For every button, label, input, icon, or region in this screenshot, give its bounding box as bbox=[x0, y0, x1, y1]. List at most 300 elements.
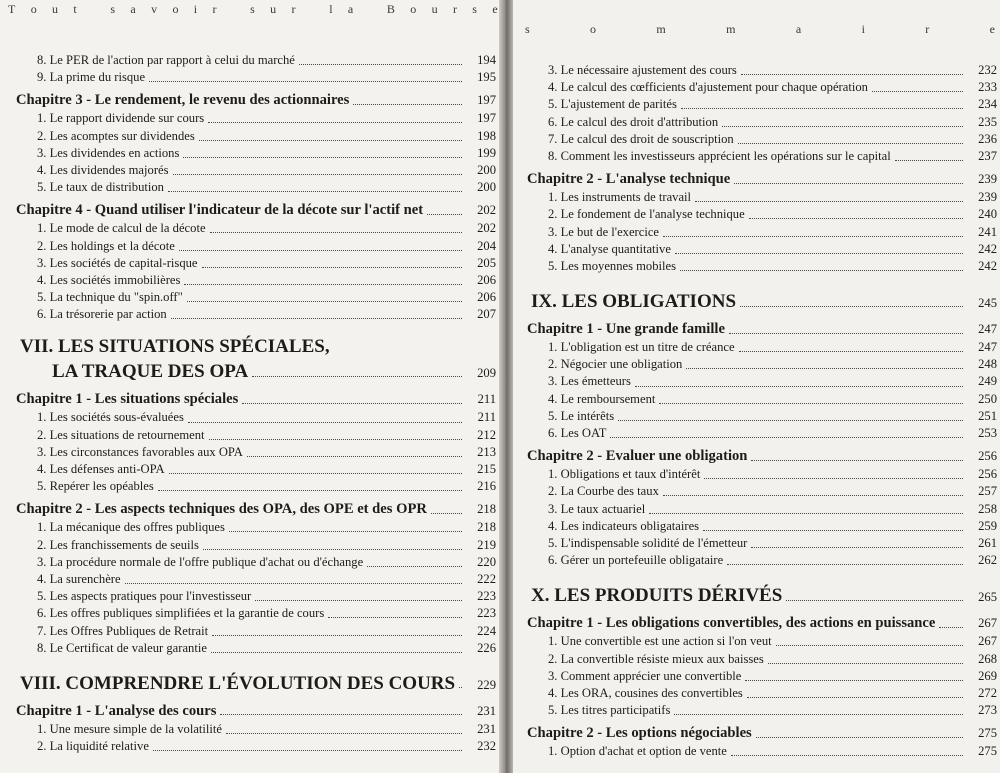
toc-chapter-entry bbox=[527, 446, 997, 466]
toc-entry-label: 3. Le taux actuariel bbox=[548, 501, 646, 516]
toc-entry-label: Chapitre 3 - Le rendement, le revenu des actionnaires bbox=[16, 92, 350, 109]
dot-leader bbox=[649, 501, 963, 514]
toc-section-entry bbox=[16, 255, 496, 272]
toc-entry-label: 4. Les sociétés immobilières bbox=[37, 272, 181, 287]
toc-page-number: 268 bbox=[978, 651, 997, 666]
toc-section-entry bbox=[527, 339, 997, 356]
toc-entry-label: 4. La surenchère bbox=[37, 571, 121, 586]
toc-section-entry bbox=[16, 519, 496, 536]
toc-section-entry bbox=[527, 391, 997, 408]
running-header-letter: v bbox=[151, 2, 158, 16]
toc-section-entry bbox=[527, 148, 997, 165]
toc-section-entry bbox=[16, 605, 496, 622]
book-gutter bbox=[499, 0, 513, 773]
toc-entry-label: 5. Le intérêts bbox=[548, 408, 615, 423]
running-header-letter: i bbox=[193, 2, 198, 16]
toc-section-entry bbox=[527, 535, 997, 552]
toc-page-number: 200 bbox=[477, 162, 496, 177]
dot-leader bbox=[729, 321, 963, 334]
toc-section-entry bbox=[16, 738, 496, 755]
toc-entry-label: 2. La convertible résiste mieux aux baisses bbox=[548, 651, 764, 666]
toc-page-number: 267 bbox=[978, 634, 997, 649]
toc-section-entry bbox=[16, 162, 496, 179]
toc-section-entry bbox=[527, 96, 997, 113]
toc-page-number: 275 bbox=[978, 726, 997, 741]
toc-page-number: 239 bbox=[978, 190, 997, 205]
toc-page-number: 259 bbox=[978, 518, 997, 533]
running-header-letter: o bbox=[172, 2, 179, 16]
toc-entry-label: 2. Les holdings et la décote bbox=[37, 238, 175, 253]
toc-part-entry bbox=[16, 359, 496, 385]
dot-leader bbox=[895, 148, 963, 161]
toc-entry-label: 3. Le but de l'exercice bbox=[548, 224, 660, 239]
running-header-letter: B bbox=[386, 2, 395, 16]
toc-entry-label: 1. Les instruments de travail bbox=[548, 190, 692, 205]
dot-leader bbox=[747, 685, 963, 698]
dot-leader bbox=[209, 427, 462, 440]
toc-page-number: 226 bbox=[477, 640, 496, 655]
dot-leader bbox=[745, 668, 963, 681]
running-header-letter bbox=[369, 2, 372, 17]
dot-leader bbox=[169, 461, 462, 474]
dot-leader bbox=[202, 255, 462, 268]
toc-page-number: 253 bbox=[978, 426, 997, 440]
toc-entry-label: 3. Le nécessaire ajustement des cours bbox=[548, 63, 737, 77]
toc-part-entry bbox=[527, 289, 997, 315]
toc-page-number: 213 bbox=[477, 444, 496, 459]
toc-entry-label: 2. Le fondement de l'analyse technique bbox=[548, 207, 745, 222]
dot-leader bbox=[203, 537, 462, 550]
toc-page-number: 245 bbox=[978, 296, 997, 311]
toc-section-entry bbox=[527, 685, 997, 702]
toc-entry-label: 1. Option d'achat et option de vente bbox=[548, 744, 727, 759]
running-header-letter: o bbox=[410, 2, 417, 16]
dot-leader bbox=[188, 410, 462, 423]
running-header-letter: m bbox=[726, 22, 736, 36]
toc-entry-label: 2. Les situations de retournement bbox=[37, 427, 205, 442]
toc-chapter-entry bbox=[527, 169, 997, 189]
toc-entry-label: 5. Les moyennes mobiles bbox=[548, 258, 677, 273]
toc-page-number: 231 bbox=[477, 703, 496, 718]
toc-section-entry bbox=[16, 623, 496, 640]
toc-entry-label: Chapitre 2 - L'analyse technique bbox=[527, 171, 731, 188]
running-header-letter: r bbox=[452, 2, 457, 16]
dot-leader bbox=[328, 605, 462, 618]
running-header-letter: o bbox=[590, 22, 597, 36]
toc-section-entry bbox=[527, 258, 997, 275]
toc-page-number: 232 bbox=[978, 63, 997, 77]
dot-leader bbox=[353, 92, 462, 105]
toc-page-number: 212 bbox=[477, 427, 496, 442]
toc-entry-label: 2. Les franchissements de seuils bbox=[37, 537, 199, 552]
right-page bbox=[513, 0, 1000, 773]
toc-chapter-entry bbox=[16, 90, 496, 110]
toc-page-number: 219 bbox=[477, 537, 496, 552]
toc-entry-label: 6. Le calcul des droit d'attribution bbox=[548, 114, 719, 129]
toc-section-entry bbox=[527, 518, 997, 535]
dot-leader bbox=[749, 206, 963, 219]
toc-page-number: 235 bbox=[978, 114, 997, 129]
toc-page-number: 251 bbox=[978, 408, 997, 423]
left-running-header bbox=[8, 2, 498, 17]
dot-leader bbox=[704, 466, 963, 479]
toc-entry-label: 1. Une convertible est une action si l'on veut bbox=[548, 634, 772, 649]
toc-page-number: 211 bbox=[477, 410, 496, 425]
toc-chapter-entry bbox=[527, 319, 997, 339]
toc-entry-label: 1. L'obligation est un titre de créance bbox=[548, 340, 735, 355]
left-page bbox=[0, 0, 499, 773]
toc-entry-label: Chapitre 2 - Les aspects techniques des OPA, des OPE et des OPR bbox=[16, 501, 427, 518]
running-header-letter: a bbox=[130, 2, 136, 16]
dot-leader bbox=[168, 179, 462, 192]
toc-section-entry bbox=[16, 461, 496, 478]
toc-entry-label: 2. Les acomptes sur dividendes bbox=[37, 128, 195, 143]
dot-leader bbox=[675, 241, 963, 254]
toc-entry-label: Chapitre 2 - Les options négociables bbox=[527, 725, 752, 742]
dot-leader bbox=[247, 444, 462, 457]
toc-page-number: 250 bbox=[978, 391, 997, 406]
toc-section-entry bbox=[16, 238, 496, 255]
toc-entry-label: 1. La mécanique des offres publiques bbox=[37, 520, 225, 535]
toc-section-entry bbox=[527, 224, 997, 241]
dot-leader bbox=[125, 571, 462, 584]
toc-page-number: 258 bbox=[978, 501, 997, 516]
toc-entry-label: Chapitre 4 - Quand utiliser l'indicateur de la décote sur l'actif net bbox=[16, 202, 424, 219]
toc-entry-label: 7. Les Offres Publiques de Retrait bbox=[37, 623, 209, 638]
toc-section-entry bbox=[527, 743, 997, 760]
dot-leader bbox=[255, 588, 462, 601]
running-header-letter: a bbox=[347, 2, 354, 16]
dot-leader bbox=[635, 374, 963, 387]
toc-page-number: 273 bbox=[978, 703, 997, 718]
dot-leader bbox=[776, 633, 963, 646]
toc-section-entry bbox=[16, 69, 496, 86]
toc-page-number: 199 bbox=[477, 145, 496, 160]
toc-page-number: 237 bbox=[978, 148, 997, 163]
toc-chapter-entry bbox=[16, 701, 496, 721]
toc-section-entry bbox=[16, 179, 496, 196]
running-header-letter: r bbox=[925, 22, 930, 36]
toc-section-entry bbox=[16, 128, 496, 145]
toc-page-number: 209 bbox=[477, 366, 496, 381]
toc-part-entry bbox=[527, 583, 997, 609]
toc-section-entry bbox=[527, 501, 997, 518]
toc-page-number: 262 bbox=[978, 553, 997, 568]
dot-leader bbox=[199, 128, 462, 141]
toc-page-number: 218 bbox=[477, 520, 496, 535]
toc-entry-label: 3. Les circonstances favorables aux OPA bbox=[37, 444, 243, 459]
toc-page-number: 204 bbox=[477, 238, 496, 253]
dot-leader bbox=[226, 721, 462, 734]
toc-section-entry bbox=[16, 721, 496, 738]
toc-entry-label: 4. L'analyse quantitative bbox=[548, 241, 671, 256]
toc-entry-label: VIII. COMPRENDRE L'ÉVOLUTION DES COURS bbox=[20, 672, 456, 694]
toc-page-number: 195 bbox=[477, 70, 496, 85]
toc-chapter-entry bbox=[16, 499, 496, 519]
dot-leader bbox=[756, 725, 963, 738]
running-header-letter: s bbox=[250, 2, 255, 16]
dot-leader bbox=[179, 238, 462, 251]
running-header-letter: a bbox=[795, 22, 802, 36]
toc-page-number: 197 bbox=[477, 93, 496, 108]
toc-chapter-entry bbox=[527, 613, 997, 633]
toc-section-entry bbox=[527, 189, 997, 206]
toc-entry-label: 4. Le remboursement bbox=[548, 391, 656, 406]
toc-entry-label: 5. L'indispensable solidité de l'émetteur bbox=[548, 535, 748, 550]
dot-leader bbox=[680, 258, 963, 271]
toc-page-number: 269 bbox=[978, 668, 997, 683]
toc-entry-label: 2. La liquidité relative bbox=[37, 739, 149, 754]
toc-entry-label: 9. La prime du risque bbox=[37, 70, 146, 85]
toc-section-entry bbox=[16, 537, 496, 554]
dot-leader bbox=[431, 501, 462, 514]
toc-entry-label: 3. Comment apprécier une convertible bbox=[548, 668, 742, 683]
toc-section-entry bbox=[16, 571, 496, 588]
toc-page-number: 242 bbox=[978, 258, 997, 273]
toc-entry-label: 6. Gérer un portefeuille obligataire bbox=[548, 553, 724, 568]
dot-leader bbox=[299, 52, 462, 65]
toc-entry-label: Chapitre 1 - Les obligations convertibles, des actions en puissance bbox=[527, 615, 936, 632]
toc-entry-label: X. LES PRODUITS DÉRIVÉS bbox=[531, 585, 783, 607]
toc-entry-label: 4. Les dividendes majorés bbox=[37, 162, 169, 177]
toc-entry-label: 4. Les ORA, cousines des convertibles bbox=[548, 685, 743, 700]
dot-leader bbox=[768, 651, 963, 664]
toc-chapter-entry bbox=[16, 200, 496, 220]
toc-section-entry bbox=[527, 483, 997, 500]
dot-leader bbox=[208, 110, 462, 123]
dot-leader bbox=[229, 519, 462, 532]
dot-leader bbox=[738, 131, 963, 144]
dot-leader bbox=[171, 306, 462, 319]
toc-page-number: 223 bbox=[477, 589, 496, 604]
toc-page-number: 200 bbox=[477, 180, 496, 195]
toc-entry-label: 3. Les dividendes en actions bbox=[37, 145, 180, 160]
dot-leader bbox=[618, 408, 963, 421]
dot-leader bbox=[367, 554, 462, 567]
toc-entry-label: 2. Négocier une obligation bbox=[548, 357, 683, 372]
running-header-letter bbox=[232, 2, 235, 17]
running-header-letter: r bbox=[212, 2, 217, 16]
dot-leader bbox=[786, 588, 963, 601]
running-header-letter: u bbox=[52, 2, 59, 16]
dot-leader bbox=[686, 356, 963, 369]
toc-section-entry bbox=[16, 640, 496, 657]
toc-section-entry bbox=[16, 478, 496, 495]
toc-page-number: 249 bbox=[978, 374, 997, 389]
toc-page-number: 194 bbox=[477, 53, 496, 67]
toc-section-entry bbox=[527, 425, 997, 442]
toc-page-number: 256 bbox=[978, 467, 997, 482]
toc-entry-label: 1. Une mesure simple de la volatilité bbox=[37, 721, 223, 736]
dot-leader bbox=[212, 623, 462, 636]
toc-entry-label: 5. Les titres participatifs bbox=[548, 703, 671, 718]
toc-page-number: 248 bbox=[978, 357, 997, 372]
dot-leader bbox=[173, 162, 462, 175]
toc-section-entry bbox=[527, 79, 997, 96]
toc-page-number: 275 bbox=[978, 744, 997, 759]
dot-leader bbox=[427, 202, 462, 215]
dot-leader bbox=[741, 62, 963, 75]
toc-section-entry bbox=[527, 131, 997, 148]
dot-leader bbox=[734, 171, 963, 184]
dot-leader bbox=[751, 535, 963, 548]
running-header-letter: u bbox=[270, 2, 277, 16]
toc-entry-label: 6. Les offres publiques simplifiées et la garantie de cours bbox=[37, 606, 325, 621]
toc-entry-label: IX. LES OBLIGATIONS bbox=[531, 291, 737, 313]
running-header-letter: r bbox=[291, 2, 296, 16]
toc-page-number: 247 bbox=[978, 322, 997, 337]
running-header-letter: s bbox=[472, 2, 477, 16]
toc-section-entry bbox=[527, 651, 997, 668]
toc-entry-label: 1. Les sociétés sous-évaluées bbox=[37, 410, 184, 425]
toc-entry-label: 5. L'ajustement de parités bbox=[548, 97, 677, 112]
toc-page-number: 198 bbox=[477, 128, 496, 143]
toc-section-entry bbox=[16, 306, 496, 323]
toc-page-number: 257 bbox=[978, 484, 997, 499]
running-header-letter bbox=[92, 2, 95, 17]
toc-section-entry bbox=[16, 409, 496, 426]
toc-page-number: 211 bbox=[477, 392, 496, 407]
right-toc-column bbox=[527, 62, 997, 760]
toc-page-number: 256 bbox=[978, 449, 997, 464]
toc-page-number: 261 bbox=[978, 535, 997, 550]
toc-page-number: 241 bbox=[978, 224, 997, 239]
toc-page-number: 206 bbox=[477, 290, 496, 305]
toc-entry-label: 7. Le calcul des droit de souscription bbox=[548, 131, 734, 146]
dot-leader bbox=[252, 364, 462, 377]
toc-section-entry bbox=[527, 206, 997, 223]
toc-section-entry bbox=[527, 62, 997, 79]
toc-page-number: 234 bbox=[978, 97, 997, 112]
toc-section-entry bbox=[527, 552, 997, 569]
running-header-letter: o bbox=[30, 2, 37, 16]
toc-page-number: 222 bbox=[477, 571, 496, 586]
toc-page-number: 202 bbox=[477, 221, 496, 236]
toc-section-entry bbox=[16, 588, 496, 605]
toc-page-number: 232 bbox=[477, 739, 496, 754]
dot-leader bbox=[659, 391, 963, 404]
toc-page-number: 247 bbox=[978, 340, 997, 355]
toc-page-number: 205 bbox=[477, 255, 496, 270]
toc-page-number: 197 bbox=[477, 111, 496, 126]
dot-leader bbox=[149, 69, 462, 82]
toc-page-number: 272 bbox=[978, 685, 997, 700]
running-header-letter: T bbox=[8, 2, 16, 16]
toc-entry-label: 1. Le mode de calcul de la décote bbox=[37, 221, 206, 236]
toc-entry-label: Chapitre 1 - L'analyse des cours bbox=[16, 702, 217, 719]
toc-section-entry bbox=[527, 633, 997, 650]
toc-entry-label: Chapitre 1 - Une grande famille bbox=[527, 321, 725, 338]
toc-section-entry bbox=[527, 408, 997, 425]
toc-entry-label: 1. Le rapport dividende sur cours bbox=[37, 111, 205, 126]
toc-entry-label: 5. Repérer les opéables bbox=[37, 479, 154, 494]
dot-leader bbox=[187, 289, 462, 302]
toc-section-entry bbox=[16, 110, 496, 127]
dot-leader bbox=[674, 702, 963, 715]
toc-section-entry bbox=[527, 466, 997, 483]
running-header-letter bbox=[311, 2, 314, 17]
part-title: VII. LES SITUATIONS SPÉCIALES, bbox=[20, 336, 330, 358]
toc-page-number: 223 bbox=[477, 606, 496, 621]
dot-leader bbox=[220, 702, 462, 715]
toc-entry-label: 1. Obligations et taux d'intérêt bbox=[548, 467, 701, 482]
toc-entry-label: 8. Le Certificat de valeur garantie bbox=[37, 640, 207, 655]
toc-entry-label: 8. Le PER de l'action par rapport à celui du marché bbox=[37, 53, 295, 67]
toc-page-number: 267 bbox=[978, 616, 997, 631]
running-header-letter: m bbox=[656, 22, 666, 36]
toc-entry-label: 8. Comment les investisseurs apprécient les opérations sur le capital bbox=[548, 148, 891, 163]
toc-entry-label: 4. Les indicateurs obligataires bbox=[548, 518, 700, 533]
toc-entry-label: 3. La procédure normale de l'offre publique d'achat ou d'échange bbox=[37, 554, 364, 569]
toc-section-entry bbox=[527, 114, 997, 131]
toc-page-number: 206 bbox=[477, 272, 496, 287]
running-header-letter: u bbox=[431, 2, 438, 16]
toc-section-entry bbox=[16, 554, 496, 571]
toc-page-number: 265 bbox=[978, 590, 997, 605]
running-header-letter: s bbox=[525, 22, 530, 36]
toc-page-number: 236 bbox=[978, 131, 997, 146]
toc-section-entry bbox=[527, 668, 997, 685]
running-header-letter: l bbox=[329, 2, 333, 16]
toc-page-number: 215 bbox=[477, 462, 496, 476]
dot-leader bbox=[872, 79, 963, 92]
dot-leader bbox=[722, 114, 963, 127]
toc-section-entry bbox=[16, 145, 496, 162]
toc-entry-label: 6. Les OAT bbox=[548, 426, 607, 440]
toc-section-entry bbox=[16, 289, 496, 306]
toc-section-entry bbox=[16, 427, 496, 444]
toc-entry-label: 6. La trésorerie par action bbox=[37, 307, 167, 322]
dot-leader bbox=[939, 615, 963, 628]
dot-leader bbox=[663, 483, 963, 496]
toc-page-number: 207 bbox=[477, 307, 496, 322]
toc-entry-label: LA TRAQUE DES OPA bbox=[52, 361, 249, 383]
toc-page-number: 216 bbox=[477, 479, 496, 494]
dot-leader bbox=[727, 552, 963, 565]
toc-entry-label: 3. Les émetteurs bbox=[548, 374, 631, 389]
dot-leader bbox=[663, 224, 963, 237]
dot-leader bbox=[183, 145, 462, 158]
running-header-letter: i bbox=[861, 22, 865, 36]
toc-page-number: 229 bbox=[477, 677, 496, 692]
toc-section-entry bbox=[527, 373, 997, 390]
toc-entry-label: 5. La technique du "spin.off" bbox=[37, 290, 183, 305]
dot-leader bbox=[211, 640, 462, 653]
toc-entry-label: 3. Les sociétés de capital-risque bbox=[37, 255, 198, 270]
toc-entry-label: 2. La Courbe des taux bbox=[548, 484, 659, 499]
dot-leader bbox=[751, 448, 963, 461]
running-header-letter: s bbox=[110, 2, 116, 16]
dot-leader bbox=[210, 220, 462, 233]
running-header-letter: t bbox=[73, 2, 77, 16]
toc-entry-label: 4. Les défenses anti-OPA bbox=[37, 462, 165, 476]
running-header-letter: e bbox=[989, 22, 995, 36]
toc-page-number: 218 bbox=[477, 502, 496, 517]
toc-page-number: 220 bbox=[477, 554, 496, 569]
toc-entry-label: 4. Le calcul des cœfficients d'ajustement pour chaque opération bbox=[548, 80, 868, 95]
toc-page-number: 202 bbox=[477, 203, 496, 218]
toc-section-entry bbox=[16, 444, 496, 461]
toc-section-entry bbox=[16, 272, 496, 289]
dot-leader bbox=[739, 339, 963, 352]
toc-page-number: 239 bbox=[978, 172, 997, 187]
toc-section-entry bbox=[16, 220, 496, 237]
toc-entry-label: 5. Le taux de distribution bbox=[37, 180, 164, 195]
dot-leader bbox=[695, 189, 963, 202]
toc-section-entry bbox=[527, 241, 997, 258]
dot-leader bbox=[703, 518, 963, 531]
toc-part-entry bbox=[16, 671, 496, 697]
